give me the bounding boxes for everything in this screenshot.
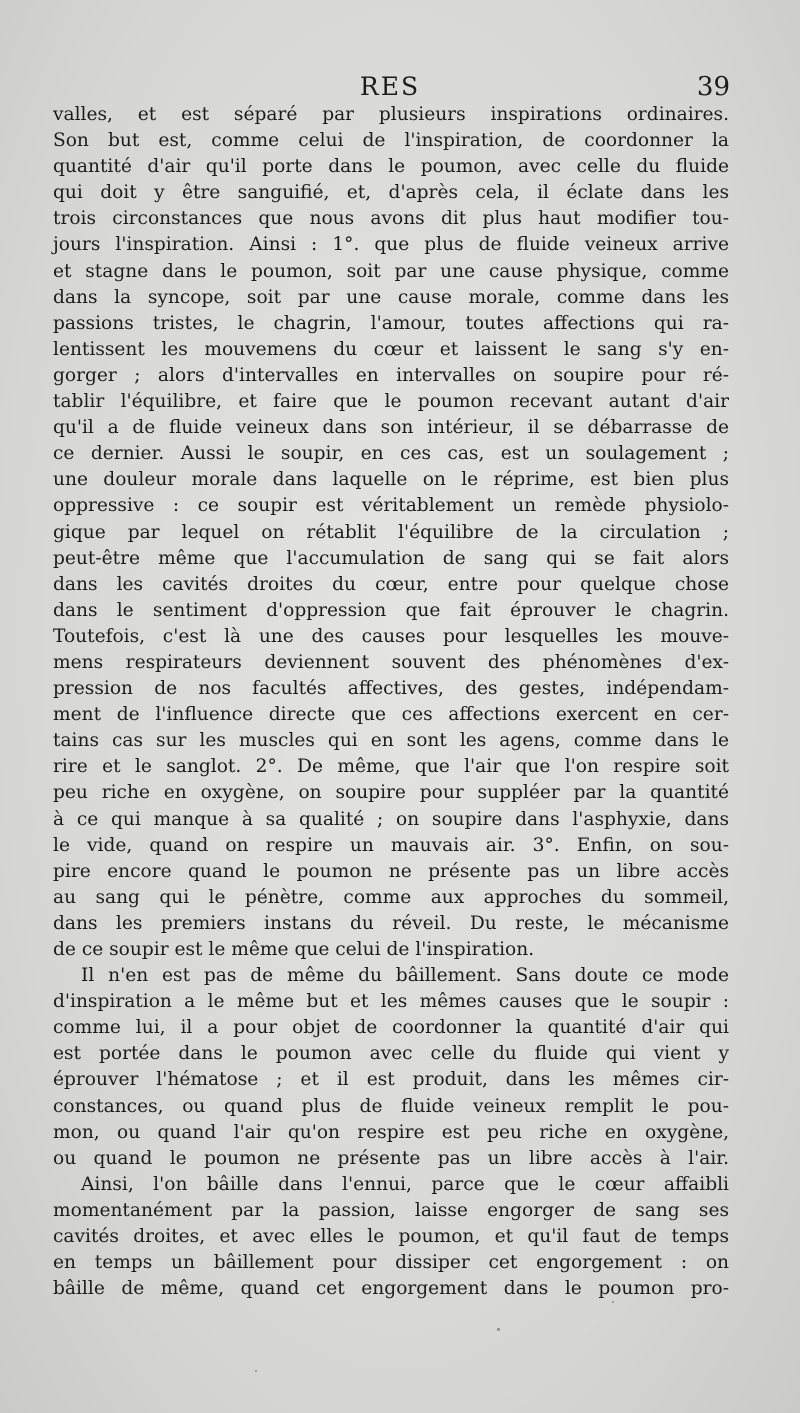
running-head-title: RES: [359, 72, 421, 101]
text-line: rire et le sanglot. 2°. De même, que l'air que l'on respire soit: [53, 756, 729, 778]
page-number: 39: [696, 72, 730, 102]
text-line: Il n'en est pas de même du bâillement. Sans doute ce mode: [81, 965, 729, 987]
body-text: [53, 102, 729, 1302]
text-line: pire encore quand le poumon ne présente pas un libre accès: [53, 860, 729, 882]
text-line: oppressive : ce soupir est véritablement un remède physiolo-: [53, 495, 729, 517]
text-line: Son but est, comme celui de l'inspiration, de coordonner la: [53, 130, 729, 152]
text-line: qu'il a de fluide veineux dans son intérieur, il se débarrasse de: [53, 417, 729, 439]
text-line: comme lui, il a pour objet de coordonner la quantité d'air qui: [53, 1017, 729, 1039]
text-line: Ainsi, l'on bâille dans l'ennui, parce que le cœur affaibli: [81, 1173, 729, 1195]
text-line: quantité d'air qu'il porte dans le poumon, avec celle du fluide: [53, 156, 729, 178]
text-line: peu riche en oxygène, on soupire pour suppléer par la quantité: [53, 782, 729, 804]
text-line: une douleur morale dans laquelle on le réprime, est bien plus: [53, 469, 729, 491]
text-line: qui doit y être sanguifié, et, d'après cela, il éclate dans les: [53, 182, 729, 204]
text-line: peut-être même que l'accumulation de sang qui se fait alors: [53, 547, 729, 569]
text-line: passions tristes, le chagrin, l'amour, toutes affections qui ra-: [53, 312, 729, 334]
text-line: pression de nos facultés affectives, des gestes, indépendam-: [53, 678, 729, 700]
text-line: lentissent les mouvemens du cœur et laissent le sang s'y en-: [53, 338, 729, 360]
text-line: le vide, quand on respire un mauvais air. 3°. Enfin, on sou-: [53, 834, 729, 856]
text-line: au sang qui le pénètre, comme aux approches du sommeil,: [53, 886, 729, 908]
text-line: est portée dans le poumon avec celle du fluide qui vient y: [53, 1043, 729, 1065]
paper-speck: [612, 1301, 614, 1303]
text-line: Toutefois, c'est là une des causes pour lesquelles les mouve-: [53, 625, 729, 647]
text-line: ment de l'influence directe que ces affections exercent en cer-: [53, 704, 729, 726]
text-line: tains cas sur les muscles qui en sont les agens, comme dans le: [53, 730, 729, 752]
running-head: [50, 70, 730, 104]
text-line: à ce qui manque à sa qualité ; on soupire dans l'asphyxie, dans: [53, 808, 729, 830]
text-line: bâille de même, quand cet engorgement dans le poumon pro-: [53, 1278, 729, 1300]
text-line: tablir l'équilibre, et faire que le poumon recevant autant d'air: [53, 391, 729, 413]
text-line: jours l'inspiration. Ainsi : 1°. que plus de fluide veineux arrive: [53, 234, 729, 256]
text-line: constances, ou quand plus de fluide veineux remplit le pou-: [53, 1095, 729, 1117]
text-line: d'inspiration a le même but et les mêmes causes que le soupir :: [53, 991, 729, 1013]
text-line: mon, ou quand l'air qu'on respire est peu riche en oxygène,: [53, 1121, 729, 1143]
text-line: mens respirateurs deviennent souvent des phénomènes d'ex-: [53, 651, 729, 673]
paper-speck: [255, 1370, 257, 1372]
text-line: momentanément par la passion, laisse engorger de sang ses: [53, 1199, 729, 1221]
text-line: dans le sentiment d'oppression que fait éprouver le chagrin.: [53, 599, 729, 621]
text-line: dans les cavités droites du cœur, entre pour quelque chose: [53, 573, 729, 595]
text-line: éprouver l'hématose ; et il est produit, dans les mêmes cir-: [53, 1069, 729, 1091]
text-line: de ce soupir est le même que celui de l'inspiration.: [53, 939, 535, 960]
text-line: trois circonstances que nous avons dit plus haut modifier tou-: [53, 208, 729, 230]
text-line: valles, et est séparé par plusieurs inspirations ordinaires.: [53, 104, 729, 125]
text-line: gorger ; alors d'intervalles en intervalles on soupire pour ré-: [53, 364, 729, 386]
text-line: cavités droites, et avec elles le poumon, et qu'il faut de temps: [53, 1226, 729, 1248]
text-line: dans les premiers instans du réveil. Du reste, le mécanisme: [53, 912, 729, 934]
text-line: ou quand le poumon ne présente pas un libre accès à l'air.: [53, 1147, 729, 1169]
text-line: et stagne dans le poumon, soit par une cause physique, comme: [53, 260, 729, 282]
text-line: ce dernier. Aussi le soupir, en ces cas, est un soulagement ;: [53, 443, 729, 465]
text-line: dans la syncope, soit par une cause morale, comme dans les: [53, 286, 729, 308]
paper-speck: [497, 1328, 500, 1331]
text-line: gique par lequel on rétablit l'équilibre de la circulation ;: [53, 521, 729, 543]
text-line: en temps un bâillement pour dissiper cet engorgement : on: [53, 1252, 729, 1274]
